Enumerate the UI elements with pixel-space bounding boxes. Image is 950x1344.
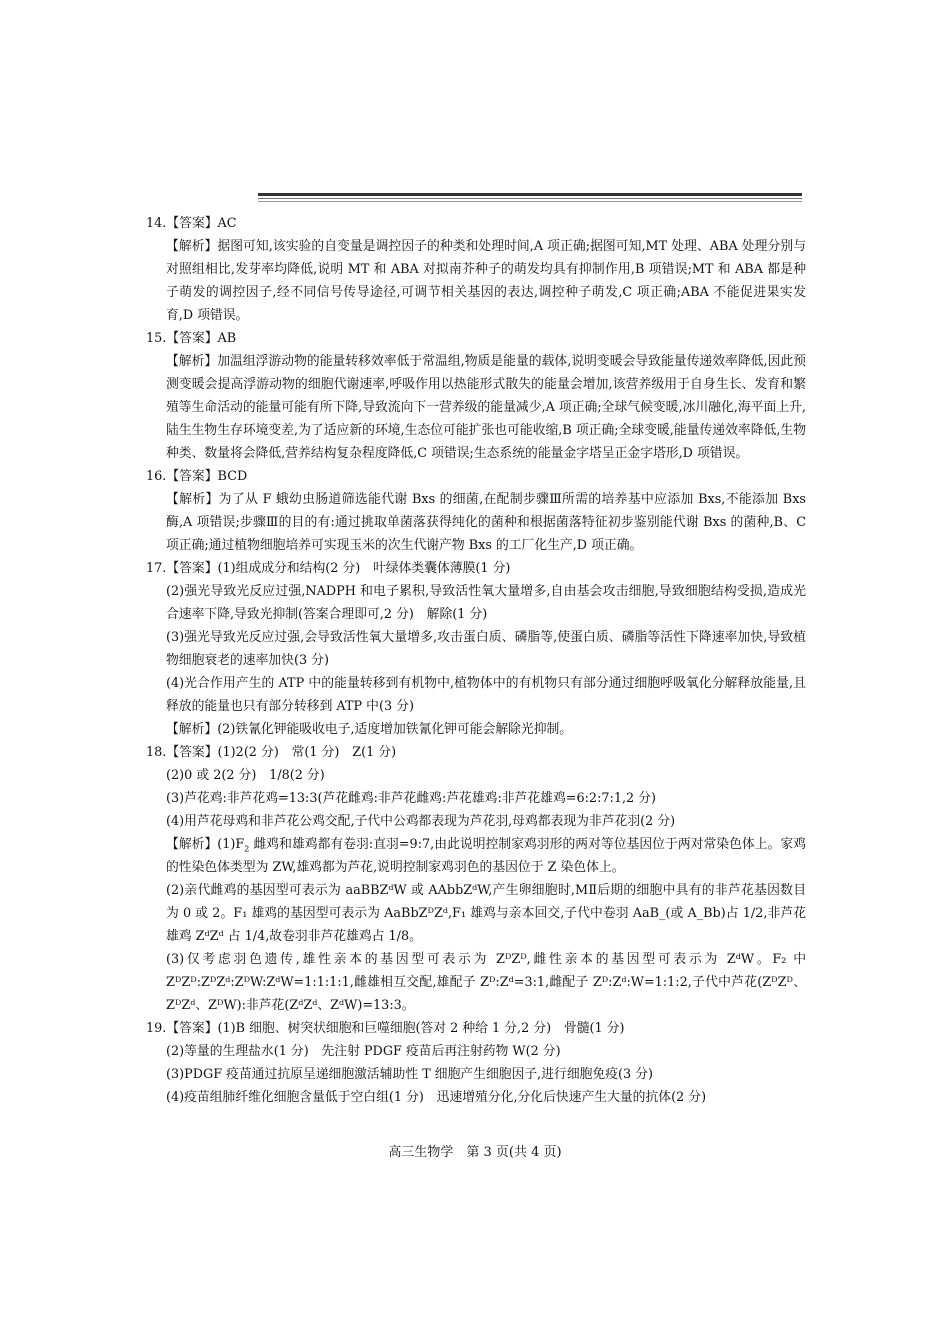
q16-answer — [146, 465, 806, 488]
q18-answer — [146, 741, 806, 764]
q18-part3: (3)芦花鸡:非芦花鸡=13:3(芦花雌鸡:非芦花雌鸡:芦花雄鸡:非芦花雄鸡=6:2:7:1,2 分) — [166, 791, 657, 806]
q15-answer — [146, 327, 806, 350]
answer-text: 【答案】AB — [166, 331, 237, 346]
q19-part4: (4)疫苗组肺纤维化细胞含量低于空白组(1 分) 迅速增殖分化,分化后快速产生大量的抗体(2 分) — [166, 1090, 707, 1105]
q18-part4: (4)用芦花母鸡和非芦花公鸡交配,子代中公鸡都表现为芦花羽,母鸡都表现为非芦花羽(2 分) — [166, 814, 676, 829]
q17-part3: (3)强光导致光反应过强,会导致活性氧大量增多,攻击蛋白质、磷脂等,使蛋白质、磷脂等活性下降速率加快,导致植物细胞衰老的速率加快(3 分) — [166, 630, 806, 668]
q16-analysis: 【解析】为了从 F 蛾幼虫肠道筛选能代谢 Bxs 的细菌,在配制步骤Ⅲ所需的培养基中应添加 Bxs,不能添加 Bxs 酶,A 项错误;步骤Ⅲ的目的有:通过挑取单菌落获得纯化的菌种和根据菌落特征初步鉴别能代谢 Bxs 的菌种,B、C 项正确;通过植物细胞培养可实现玉米的次生代谢产物 Bxs 的工厂化生产,D 项正确。 — [166, 492, 806, 553]
answer-text: 【答案】(1)B 细胞、树突状细胞和巨噬细胞(答对 2 种给 1 分,2 分) 骨髓(1 分) — [166, 1021, 625, 1036]
q14-answer — [146, 212, 806, 235]
q18-part2: (2)0 或 2(2 分) 1/8(2 分) — [166, 768, 325, 783]
question-number: 18. — [146, 745, 167, 760]
question-number: 14. — [146, 216, 167, 231]
q17-analysis: 【解析】(2)铁氰化钾能吸收电子,适度增加铁氰化钾可能会解除光抑制。 — [166, 722, 573, 737]
question-number: 16. — [146, 469, 167, 484]
q18-analysis-1 — [146, 833, 806, 879]
question-number: 15. — [146, 331, 167, 346]
subscript: 2 — [244, 844, 250, 854]
answer-text: 【答案】BCD — [166, 469, 248, 484]
header-rule-thin — [258, 198, 802, 199]
question-number: 17. — [146, 561, 167, 576]
answer-text: 【答案】AC — [166, 216, 237, 231]
q19-part2: (2)等量的生理盐水(1 分) 先注射 PDGF 疫苗后再注射药物 W(2 分) — [166, 1044, 561, 1059]
q19-part3: (3)PDGF 疫苗通过抗原呈递细胞激活辅助性 T 细胞产生细胞因子,进行细胞免疫(3 分) — [166, 1067, 654, 1082]
q15-analysis: 【解析】加温组浮游动物的能量转移效率低于常温组,物质是能量的载体,说明变暖会导致能量传递效率降低,因此预测变暖会提高浮游动物的细胞代谢速率,呼吸作用以热能形式散失的能量会增加,该营养级用于自身生长、发育和繁殖等生命活动的能量可能有所下降,导致流向下一营养级的能量减少,A 项正确;全球气候变暖,冰川融化,海平面上升,陆生生物生存环境变差,为了适应新的环境,生态位可能扩张也可能收缩,B 项正确;全球变暖,能量传递效率降低,生物种类、数量将会降低,营养结构复杂程度降低,C 项错误;生态系统的能量金字塔呈正金字塔形,D 项错误。 — [166, 354, 806, 461]
q19-answer — [146, 1017, 806, 1040]
q14-analysis: 【解析】据图可知,该实验的自变量是调控因子的种类和处理时间,A 项正确;据图可知,MT 处理、ABA 处理分别与对照组相比,发芽率均降低,说明 MT 和 ABA 对拟南芥种子的萌发均具有抑制作用,B 项错误;MT 和 ABA 都是种子萌发的调控因子,经不同信号传导途径,可调节相关基因的表达,调控种子萌发,C 项正确;ABA 不能促进果实发育,D 项错误。 — [166, 239, 806, 323]
answer-text: 【答案】(1)2(2 分) 常(1 分) Z(1 分) — [166, 745, 397, 760]
q17-answer — [146, 557, 806, 580]
analysis-text: 雌鸡和雄鸡都有卷羽:直羽=9:7,由此说明控制家鸡羽形的两对等位基因位于两对常染色体上。家鸡的性染色体类型为 ZW,雄鸡都为芦花,说明控制家鸡羽色的基因位于 Z 染色体上。 — [166, 837, 807, 875]
header-rule-thin-2 — [258, 201, 802, 202]
answer-text: 【答案】(1)组成成分和结构(2 分) 叶绿体类囊体薄膜(1 分) — [166, 561, 511, 576]
answer-content — [146, 212, 806, 1109]
analysis-text: 【解析】(1)F — [166, 837, 245, 852]
q18-analysis-2: (2)亲代雌鸡的基因型可表示为 aaBBZᵈW 或 AAbbZᵈW,产生卵细胞时,MⅡ后期的细胞中具有的非芦花基因数目为 0 或 2。F₁ 雄鸡的基因型可表示为 AaBbZᴰZᵈ,F₁ 雄鸡与亲本回交,子代中卷羽 AaB_(或 A_Bb)占 1/2,非芦花雄鸡 ZᵈZᵈ 占 1/4,故卷羽非芦花雄鸡占 1/8。 — [166, 883, 806, 944]
header-rule-thick — [258, 193, 802, 196]
q17-part2: (2)强光导致光反应过强,NADPH 和电子累积,导致活性氧大量增多,自由基会攻击细胞,导致细胞结构受损,造成光合速率下降,导致光抑制(答案合理即可,2 分) 解除(1 分) — [166, 584, 806, 622]
question-number: 19. — [146, 1021, 167, 1036]
q18-analysis-3: (3)仅考虑羽色遗传,雄性亲本的基因型可表示为 ZᴰZᴰ,雌性亲本的基因型可表示为 ZᵈW。F₂ 中 ZᴰZᴰ:ZᴰZᵈ:ZᴰW:ZᵈW=1:1:1:1,雌雄相互交配,雄配子 Zᴰ:Zᵈ=3:1,雌配子 Zᴰ:Zᵈ:W=1:1:2,子代中芦花(ZᴰZᴰ、ZᴰZᵈ、ZᴰW):非芦花(ZᵈZᵈ、ZᵈW)=13:3。 — [166, 952, 806, 1013]
page-footer: 高三生物学 第 3 页(共 4 页) — [388, 1145, 562, 1160]
q17-part4: (4)光合作用产生的 ATP 中的能量转移到有机物中,植物体中的有机物只有部分通过细胞呼吸氧化分解释放能量,且释放的能量也只有部分转移到 ATP 中(3 分) — [166, 676, 806, 714]
